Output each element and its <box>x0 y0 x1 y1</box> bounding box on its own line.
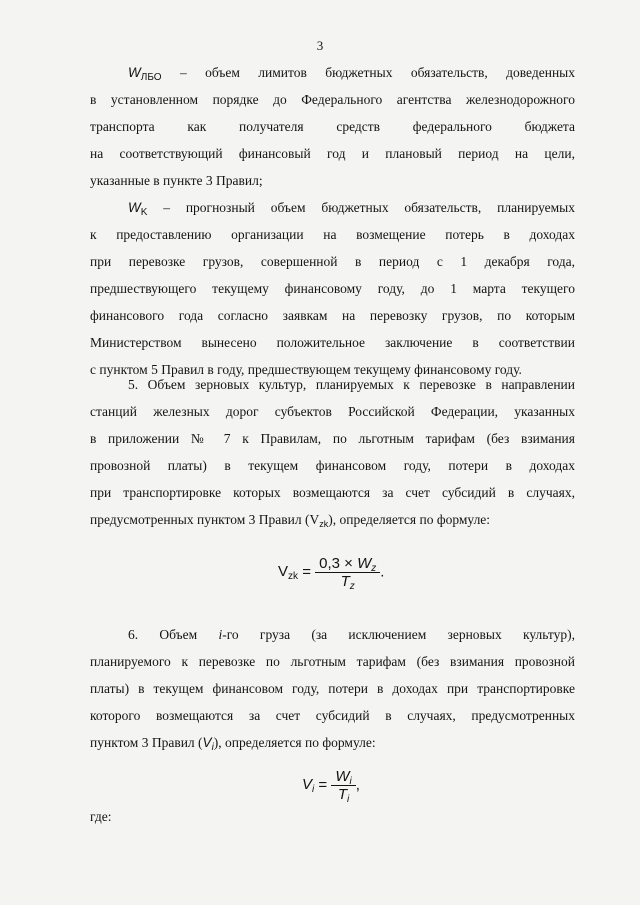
paragraph-line: которого возмещаются за счет субсидий в случаях, предусмотренных <box>90 708 575 723</box>
inline-subscript: zk <box>319 519 329 529</box>
definition-line: на соответствующий финансовый год и плановый период на цели, <box>90 146 575 161</box>
paragraph-line <box>90 626 575 644</box>
paragraph-line: платы) в текущем финансовом году, потери в доходах при транспортировке <box>90 681 575 696</box>
numerator <box>315 555 380 573</box>
definition-line <box>90 199 575 217</box>
var-w: W <box>335 768 350 785</box>
var-t: T <box>337 786 348 803</box>
definition-line: транспорта как получателя средств федерального бюджета <box>90 119 575 134</box>
var-w: W <box>357 555 372 572</box>
var-v: V <box>302 776 313 794</box>
var-subscript: i <box>349 776 352 787</box>
formula-lhs <box>278 563 299 583</box>
var-subscript: z <box>349 581 355 592</box>
where-label: где: <box>90 809 112 824</box>
equals-sign: = <box>318 776 328 794</box>
denominator <box>315 573 380 590</box>
var-subscript: i <box>211 742 214 753</box>
definition-line: с пунктом 5 Правил в году, предшествующем текущему финансовому году. <box>90 362 522 377</box>
text: груза (за исключением зерновых культур), <box>238 627 575 642</box>
definition-line: указанные в пункте 3 Правил; <box>90 173 263 188</box>
text: пунктом 3 Правил ( <box>90 735 203 750</box>
formula-tail: . <box>380 563 385 581</box>
var-subscript: i <box>347 794 350 805</box>
paragraph-line: станций железных дорог субъектов Российской Федерации, указанных <box>90 404 575 419</box>
formula-tail: , <box>355 776 360 794</box>
var-v: V <box>202 735 212 750</box>
equals-sign: = <box>302 563 311 581</box>
numerator <box>331 768 355 786</box>
var-v: V <box>278 563 289 581</box>
fraction <box>315 555 380 590</box>
fraction <box>331 768 355 803</box>
text: – прогнозный объем бюджетных обязательств, планируемых <box>163 200 576 215</box>
text: 6. Объем <box>128 627 219 642</box>
formula-vi <box>302 768 360 803</box>
paragraph-line: 5. Объем зерновых культур, планируемых к перевозке в направлении <box>128 377 575 392</box>
text: предусмотренных пунктом 3 Правил (V <box>90 512 320 527</box>
paragraph-line: при транспортировке которых возмещаются за счет субсидий в случаях, <box>90 485 575 500</box>
text: ), определяется по формуле: <box>213 735 376 750</box>
paragraph-line <box>90 511 575 529</box>
paragraph-line: провозной платы) в текущем финансовом году, потери в доходах <box>90 458 575 473</box>
symbol-subscript: ЛБО <box>140 72 162 83</box>
var-i: i <box>218 627 223 642</box>
paragraph-line: планируемого к перевозке по льготным тарифам (без взимания провозной <box>90 654 575 669</box>
formula-vzk <box>278 555 384 590</box>
symbol-w: W <box>128 200 141 215</box>
definition-line <box>90 64 575 82</box>
num-coef: 0,3 × <box>319 555 358 572</box>
definition-line: финансового года согласно заявкам на перевозку грузов, по которым <box>90 308 575 323</box>
definition-line: в установленном порядке до Федерального агентства железнодорожного <box>90 92 575 107</box>
var-t: T <box>340 573 350 590</box>
definition-line: предшествующего текущему финансовому году, до 1 марта текущего <box>90 281 575 296</box>
symbol-subscript: K <box>140 207 148 218</box>
text: ), определяется по формуле: <box>328 512 491 527</box>
paragraph-line <box>90 734 575 752</box>
symbol-w: W <box>128 65 141 80</box>
definition-line: при перевозке грузов, совершенной в период с 1 декабря года, <box>90 254 575 269</box>
var-subscript: z <box>371 563 377 574</box>
definition-line: к предоставлению организации на возмещение потерь в доходах <box>90 227 575 242</box>
definition-line: Министерством вынесено положительное заключение в соответствии <box>90 335 575 350</box>
page-number: 3 <box>316 38 324 53</box>
text: – объем лимитов бюджетных обязательств, доведенных <box>179 65 575 80</box>
var-subscript: i <box>312 784 315 796</box>
var-subscript: zk <box>288 571 299 583</box>
denominator <box>331 786 355 803</box>
paragraph-line: в приложении № 7 к Правилам, по льготным тарифам (без взимания <box>90 431 575 446</box>
formula-lhs <box>302 776 315 796</box>
text: -го <box>222 627 239 642</box>
